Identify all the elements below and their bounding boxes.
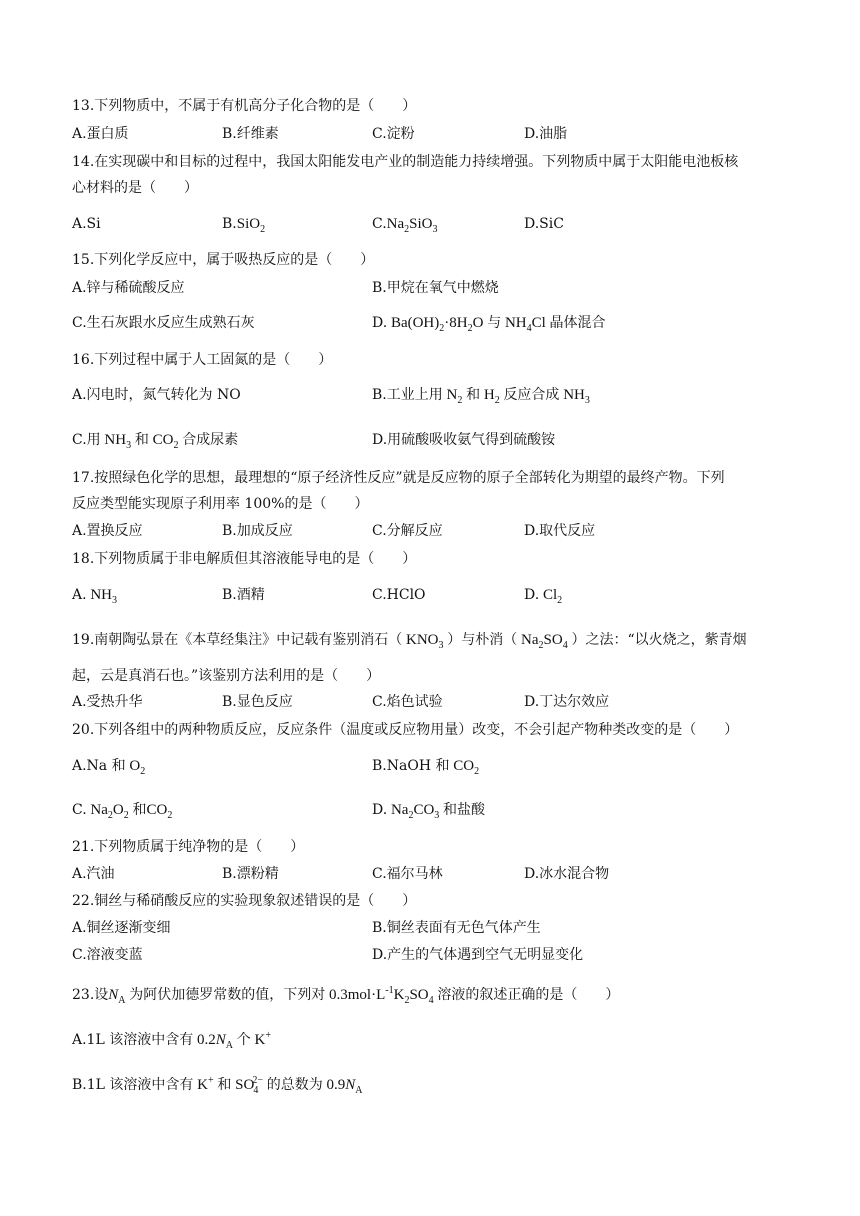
q17-option-b: B.加成反应 [222,523,293,539]
question-13-stem: 13.下列物质中，不属于有机高分子化合物的是（ ） [72,98,417,114]
q23-option-a [72,1026,271,1056]
k-ion: K+ [193,1075,214,1093]
nh4cl-formula: $NH_4Cl$ [501,315,550,334]
question-17-stem-line1: 17.按照绿色化学的思想，最理想的“原子经济性反应”就是反应物的原子全部转化为期望的最终产物。下列 [72,470,725,486]
q20-option-b [372,756,479,782]
co2-formula: $CO_2$ [449,758,480,777]
q20-d-tail: 和盐酸 [443,802,486,818]
sulfate-ion: $SO_4^{2-}$ [231,1075,263,1096]
k2so4-concentration: $0.3mol\cdot L^{-1}K_2SO_4$ [325,985,434,1006]
question-17-stem-line2: 反应类型能实现原子利用率 100%的是（ ） [72,496,369,512]
q21-option-c: C.福尔马林 [372,866,443,882]
q20-option-c [72,800,172,826]
q13-option-b: B.纤维素 [222,126,279,142]
q16-option-b [372,385,590,411]
q15-d-suffix: 晶体混合 [549,315,606,331]
q23-option-b-text: B.1L 该溶液中含有 [72,1077,194,1093]
q23-option-b-and: 和 [217,1077,232,1093]
q19-option-d: D.丁达尔效应 [524,694,610,710]
q16-c-and: 和 [134,432,149,448]
k-ion: K+ [250,1030,271,1048]
q23-option-a-text: A.1L 该溶液中含有 [72,1032,194,1048]
q14-option-c [372,214,438,240]
q17-option-c: C.分解反应 [372,523,443,539]
q19-option-b: B.显色反应 [222,694,293,710]
q20-option-a-label: A.Na 和 [72,758,126,774]
nh3-formula: $NH_3$ [559,387,590,406]
q16-option-c-label: C.用 [72,432,101,448]
q23-option-a-unit: 个 [236,1032,251,1048]
q19-stem-c: ）之法：“以火烧之，紫青烟 [571,632,747,648]
q13-option-c: C.淀粉 [372,126,415,142]
q19-option-c: C.焰色试验 [372,694,443,710]
na2co3-formula: $Na_2CO_3$ [387,802,440,821]
q23-stem-b: 为阿伏加德罗常数的值，下列对 [129,987,326,1003]
question-14-stem-line2: 心材料的是（ ） [72,180,198,196]
avogadro-symbol: $N_A$ [108,987,126,1006]
q18-option-d-label: D. [524,587,540,603]
q18-option-a [72,585,117,611]
q15-option-b: B.甲烷在氧气中燃烧 [372,280,499,296]
q18-option-b: B.酒精 [222,587,265,603]
question-16-stem: 16.下列过程中属于人工固氮的是（ ） [72,352,333,368]
o2-formula: $O_2$ [125,758,146,777]
q18-option-d [524,585,562,611]
q21-option-b: B.漂粉精 [222,866,279,882]
q13-option-d: D.油脂 [524,126,568,142]
q15-option-a: A.锌与稀硫酸反应 [72,280,185,296]
question-14-stem-line1: 14.在实现碳中和目标的过程中，我国太阳能发电产业的制造能力持续增强。下列物质中属于太阳能电池板核 [72,154,739,170]
q15-d-connector: 与 [487,315,502,331]
q16-option-a: A.闪电时，氮气转化为 NO [72,387,241,403]
q19-stem-b: ）与朴消（ [447,632,518,648]
question-21-stem: 21.下列物质属于纯净物的是（ ） [72,839,305,855]
q19-option-a: A.受热升华 [72,694,143,710]
h2-formula: $H_2$ [480,387,500,406]
q15-option-d [372,313,606,339]
kno3-formula: $KNO_3$ [402,632,444,651]
q16-b-and: 和 [466,387,481,403]
co2-formula: $CO_2$ [146,802,173,821]
question-20-stem: 20.下列各组中的两种物质反应，反应条件（温度或反应物用量）改变，不会引起产物种类改变的是（ ） [72,722,739,738]
q23-stem-c: 溶液的叙述正确的是（ ） [437,987,620,1003]
na2o2-formula: $Na_2O_2$ [86,802,129,821]
q14-option-d: D.SiC [524,216,564,232]
question-19-stem-line2: 起，云是真消石也。”该鉴别方法利用的是（ ） [72,668,381,684]
n2-formula: $N_2$ [442,387,463,406]
q23-option-b [72,1071,362,1101]
q15-option-c: C.生石灰跟水反应生成熟石灰 [72,315,255,331]
q21-option-a: A.汽油 [72,866,115,882]
q16-b-tail: 反应合成 [503,387,560,403]
q20-option-c-label: C. [72,802,87,818]
q23-option-b-tail: 的总数为 [266,1077,323,1093]
q20-option-b-label: B.NaOH 和 [372,758,450,774]
q22-option-a: A.铜丝逐渐变细 [72,920,171,936]
question-23-stem [72,981,619,1011]
q16-c-tail: 合成尿素 [182,432,239,448]
q23-a-amount: $0.2N_A$ [193,1032,233,1051]
q14-option-b [222,214,265,240]
cl2-formula: $Cl_2$ [539,587,563,606]
q14-option-c-label: C. [372,216,387,232]
question-15-stem: 15.下列化学反应中，属于吸热反应的是（ ） [72,252,375,268]
q20-option-d-label: D. [372,802,388,818]
q22-option-c: C.溶液变蓝 [72,947,143,963]
q17-option-d: D.取代反应 [524,523,596,539]
question-18-stem: 18.下列物质属于非电解质但其溶液能导电的是（ ） [72,551,417,567]
q16-option-d: D.用硫酸吸收氨气得到硫酸铵 [372,432,556,448]
q16-option-b-label: B.工业上用 [372,387,443,403]
co2-formula: $CO_2$ [148,432,179,451]
sio2-formula: SiO$_2$ [236,216,266,235]
nh3-formula: $NH_3$ [100,432,132,451]
na2sio3-formula: $Na_2SiO_3$ [386,216,438,235]
q20-option-a [72,756,145,782]
q18-option-c: C.HClO [372,587,426,603]
q22-option-d: D.产生的气体遇到空气无明显变化 [372,947,584,963]
q16-option-c [72,430,238,456]
q23-stem-a: 23.设 [72,987,109,1003]
question-19-stem-line1 [72,630,747,656]
q15-option-d-label: D. [372,315,388,331]
q20-c-and: 和 [132,802,147,818]
q17-option-a: A.置换反应 [72,523,143,539]
q23-b-amount: $0.9N_A$ [322,1077,363,1096]
q20-option-d [372,800,485,826]
baoh2-formula: $Ba(OH)_2\cdot 8H_2O$ [387,315,488,334]
nh3-formula: $NH_3$ [86,587,117,606]
q14-option-b-label: B. [222,216,237,232]
q21-option-d: D.冰水混合物 [524,866,610,882]
q19-stem-a: 19.南朝陶弘景在《本草经集注》中记载有鉴别消石（ [72,632,403,648]
na2so4-formula: $Na_2SO_4$ [517,632,568,651]
q22-option-b: B.铜丝表面有无色气体产生 [372,920,541,936]
q18-option-a-label: A. [72,587,87,603]
q14-option-a: A.Si [72,216,101,232]
q13-option-a: A.蛋白质 [72,126,129,142]
question-22-stem: 22.铜丝与稀硝酸反应的实验现象叙述错误的是（ ） [72,893,417,909]
